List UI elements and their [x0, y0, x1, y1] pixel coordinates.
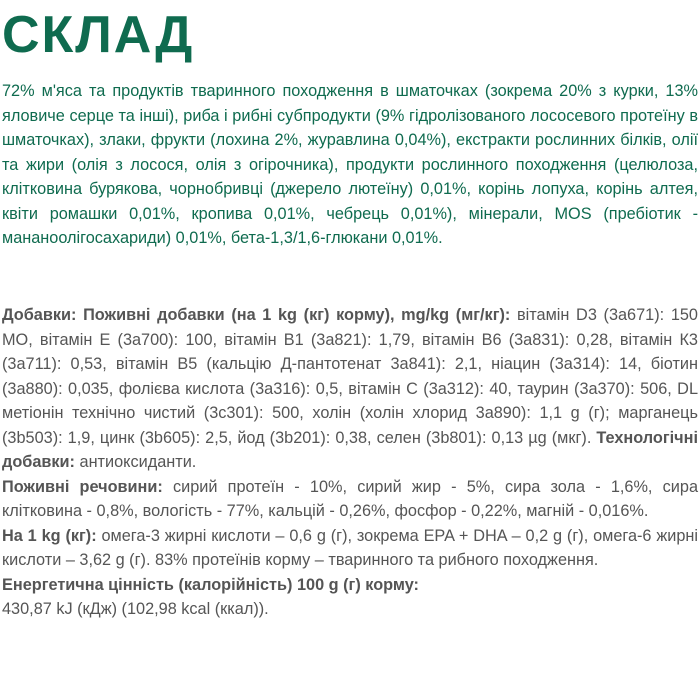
energy-value-line: [2, 597, 698, 622]
composition-text: 72% м'яса та продуктів тваринного походження в шматочках (зокрема 20% з курки, 13% яловиче серце та інші), риба і рибні субпродукти (9% гідролізованого лососевого протеїну в шматочках), злаки, фрукти (лохина 2%, журавлина 0,04%), екстракти рослинних білків, олії та жири (олія з лосося, олія з огірочника), продукти рослинного походження (целюлоза, клітковина бурякова, чорнобривці (джерело лютеїну) 0,01%, корінь лопуха, корінь алтея, квіти ромашки 0,01%, кропива 0,01%, чебрець 0,01%), мінерали, MOS (пребіотик - мананоолігосахариди) 0,01%, бета-1,3/1,6-глюкани 0,01%.: [2, 82, 698, 247]
tech-additives-label: Технологічні добавки:: [2, 428, 698, 471]
energy-label: Енергетична цінність (калорійність) 100 g (г) корму:: [2, 575, 419, 594]
additives-text: вітамін D3 (3a671): 150 МО, вітамін Е (3a700): 100, вітамін В1 (3a821): 1,79, вітамін В6 (3a831): 0,28, вітамін К3 (3a711): 0,53, вітамін В5 (кальцію Д-пантотенат 3a841): 2,1, ніацин (3a314): 14, біотин (3a880): 0,035, фолієва кислота (3a316): 0,5, вітамін С (3a312): 40, таурин (3a370): 506, DL метіонін технічно чистий (3c301): 500, холін (холін хлорид 3a890): 1,1 g (г); марганець (3b503): 1,9, цинк (3b605): 2,5, йод (3b201): 0,38, селен (3b801): 0,13 µg (мкг).: [2, 306, 698, 447]
additives-label: Добавки: Поживні добавки (на 1 kg (кг) корму), mg/kg (мг/кг):: [2, 306, 511, 324]
tech-additives-text: антиоксиданти.: [74, 453, 197, 471]
energy-label-line: [2, 573, 698, 598]
per-kg-text: омега-3 жирні кислоти – 0,6 g (г), зокрема EPA + DHA – 0,2 g (г), омега-6 жирні кислоти – 3,62 g (г). 83% протеїнів корму – тваринного та рибного походження.: [2, 526, 698, 569]
nutrients-label: Поживні речовини:: [2, 477, 163, 496]
details-block: [2, 303, 698, 622]
per-kg-label: На 1 kg (кг):: [2, 526, 97, 545]
nutrients-text: сирий протеїн - 10%, сирий жир - 5%, сира зола - 1,6%, сира клітковина - 0,8%, вологість - 77%, кальцій - 0,26%, фосфор - 0,22%, магній - 0,016%.: [2, 477, 698, 520]
additives-paragraph: [2, 303, 698, 475]
nutrients-paragraph: [2, 475, 698, 524]
energy-text: 430,87 kJ (кДж) (102,98 kcal (ккал)).: [2, 600, 269, 618]
page-title: СКЛАД: [2, 6, 195, 64]
per-kg-paragraph: [2, 524, 698, 573]
